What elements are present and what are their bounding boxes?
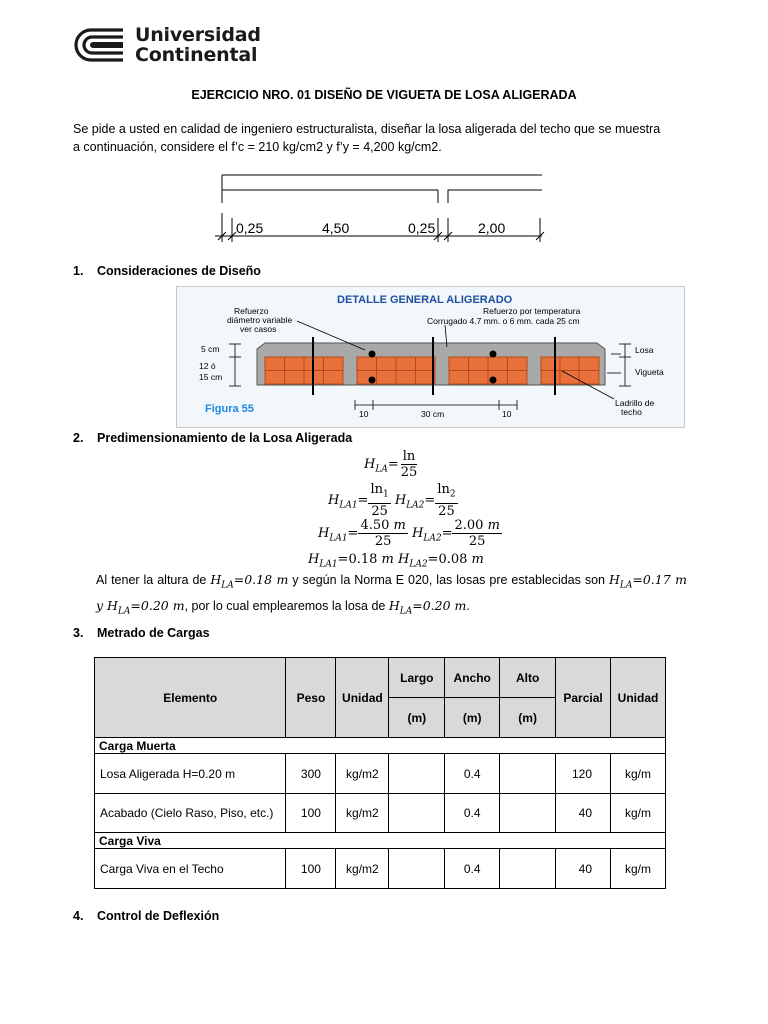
intro-text bbox=[73, 120, 693, 156]
col-header-elemento: Elemento bbox=[95, 658, 286, 738]
col-header-parcial: Parcial bbox=[556, 658, 611, 738]
aligerado-detail-figure bbox=[176, 286, 685, 428]
section-3-heading bbox=[73, 626, 210, 640]
logo-line-2: Continental bbox=[135, 44, 258, 66]
dim-15cm: 15 cm bbox=[199, 372, 223, 382]
logo-line-1: Universidad bbox=[135, 24, 261, 46]
aligerado-detail-svg bbox=[177, 287, 686, 429]
col-header-largo-unit: (m) bbox=[389, 698, 445, 738]
table-row: Carga Viva en el Techo 100 kg/m2 0.4 40 kg/m bbox=[95, 849, 666, 889]
section-4-title: Control de Deflexión bbox=[97, 909, 220, 923]
table-row: Losa Aligerada H=0.20 m 300 kg/m2 0.4 120 kg/m bbox=[95, 754, 666, 794]
col-header-largo: Largo bbox=[389, 658, 445, 698]
university-logo bbox=[73, 25, 261, 65]
label-temp-1: Refuerzo por temperatura bbox=[483, 306, 581, 316]
dim-label-2: 4,50 bbox=[322, 220, 350, 236]
col-header-alto-unit: (m) bbox=[500, 698, 556, 738]
formula-values: $H_{LA1}=$ $\frac{4.50 m}{25}$ $H_{LA2}=$ $\frac{2.00 m}{25}$ bbox=[318, 518, 500, 549]
conclusion-paragraph: Al tener la altura de $H_{LA}=0.18$ m y según la Norma E 020, las losas pre establecidas son $H_{LA}=0.17$ m y $H_{LA}=0.20$ m, por lo cual emplearemos la losa de $H_{LA}=0.20$ m. bbox=[96, 572, 687, 616]
col-header-unidad2: Unidad bbox=[611, 658, 666, 738]
exercise-title: EJERCICIO NRO. 01 DISEÑO DE VIGUETA DE LOSA ALIGERADA bbox=[191, 88, 577, 102]
label-ladrillo-1: Ladrillo de bbox=[615, 398, 655, 408]
formula-hla: $H_{LA}=$ $\frac{\ln}{25}$ bbox=[364, 449, 418, 480]
span-diagram bbox=[210, 168, 550, 248]
label-ladrillo-2: techo bbox=[621, 407, 642, 417]
intro-line-2: a continuación, considere el f’c = 210 kg/cm2 y f’y = 4,200 kg/cm2. bbox=[73, 140, 442, 154]
col-header-unidad: Unidad bbox=[336, 658, 389, 738]
col-header-ancho: Ancho bbox=[445, 658, 500, 698]
figure-title: DETALLE GENERAL ALIGERADO bbox=[337, 294, 513, 306]
section-3-title: Metrado de Cargas bbox=[97, 626, 210, 640]
dim-12: 12 ó bbox=[199, 361, 216, 371]
dim-label-3: 0,25 bbox=[408, 220, 436, 236]
continental-logo-icon bbox=[73, 26, 127, 64]
label-temp-2: Corrugado 4.7 mm. o 6 mm. cada 25 cm bbox=[427, 316, 580, 326]
dim-10-left: 10 bbox=[359, 409, 369, 419]
section-4-heading bbox=[73, 909, 219, 923]
section-2-number: 2. bbox=[73, 431, 84, 445]
dim-5cm: 5 cm bbox=[201, 344, 220, 354]
label-vigueta: Vigueta bbox=[635, 367, 664, 377]
group-carga-muerta: Carga Muerta bbox=[95, 738, 666, 754]
col-header-ancho-unit: (m) bbox=[445, 698, 500, 738]
loads-table bbox=[94, 657, 666, 889]
section-2-title: Predimensionamiento de la Losa Aligerada bbox=[97, 431, 353, 445]
group-carga-viva: Carga Viva bbox=[95, 833, 666, 849]
table-row: Acabado (Cielo Raso, Piso, etc.) 100 kg/m2 0.4 40 kg/m bbox=[95, 794, 666, 833]
section-1-number: 1. bbox=[73, 264, 84, 278]
formula-results: $H_{LA1}=0.18$ m $H_{LA2}=0.08$ m bbox=[308, 552, 484, 570]
label-refuerzo-3: ver casos bbox=[240, 324, 277, 334]
label-refuerzo-1: Refuerzo bbox=[234, 306, 269, 316]
section-2-heading bbox=[73, 431, 352, 445]
dim-label-1: 0,25 bbox=[236, 220, 264, 236]
section-3-number: 3. bbox=[73, 626, 84, 640]
label-losa: Losa bbox=[635, 345, 654, 355]
label-refuerzo-2: diámetro variable bbox=[227, 315, 293, 325]
section-1-title: Consideraciones de Diseño bbox=[97, 264, 261, 278]
dim-label-4: 2,00 bbox=[478, 220, 506, 236]
intro-line-1: Se pide a usted en calidad de ingeniero estructuralista, diseñar la losa aligerada del techo que se muestra bbox=[73, 122, 661, 136]
section-4-number: 4. bbox=[73, 909, 84, 923]
col-header-peso: Peso bbox=[286, 658, 336, 738]
formula-hla1-hla2: $H_{LA1}=$ $\frac{\ln_1}{25}$ $H_{LA2}=$ $\frac{\ln_2}{25}$ bbox=[328, 482, 456, 519]
col-header-alto: Alto bbox=[500, 658, 556, 698]
figure-caption: Figura 55 bbox=[205, 403, 254, 415]
section-1-heading bbox=[73, 264, 261, 278]
dim-30cm: 30 cm bbox=[421, 409, 445, 419]
dim-10-right: 10 bbox=[502, 409, 512, 419]
